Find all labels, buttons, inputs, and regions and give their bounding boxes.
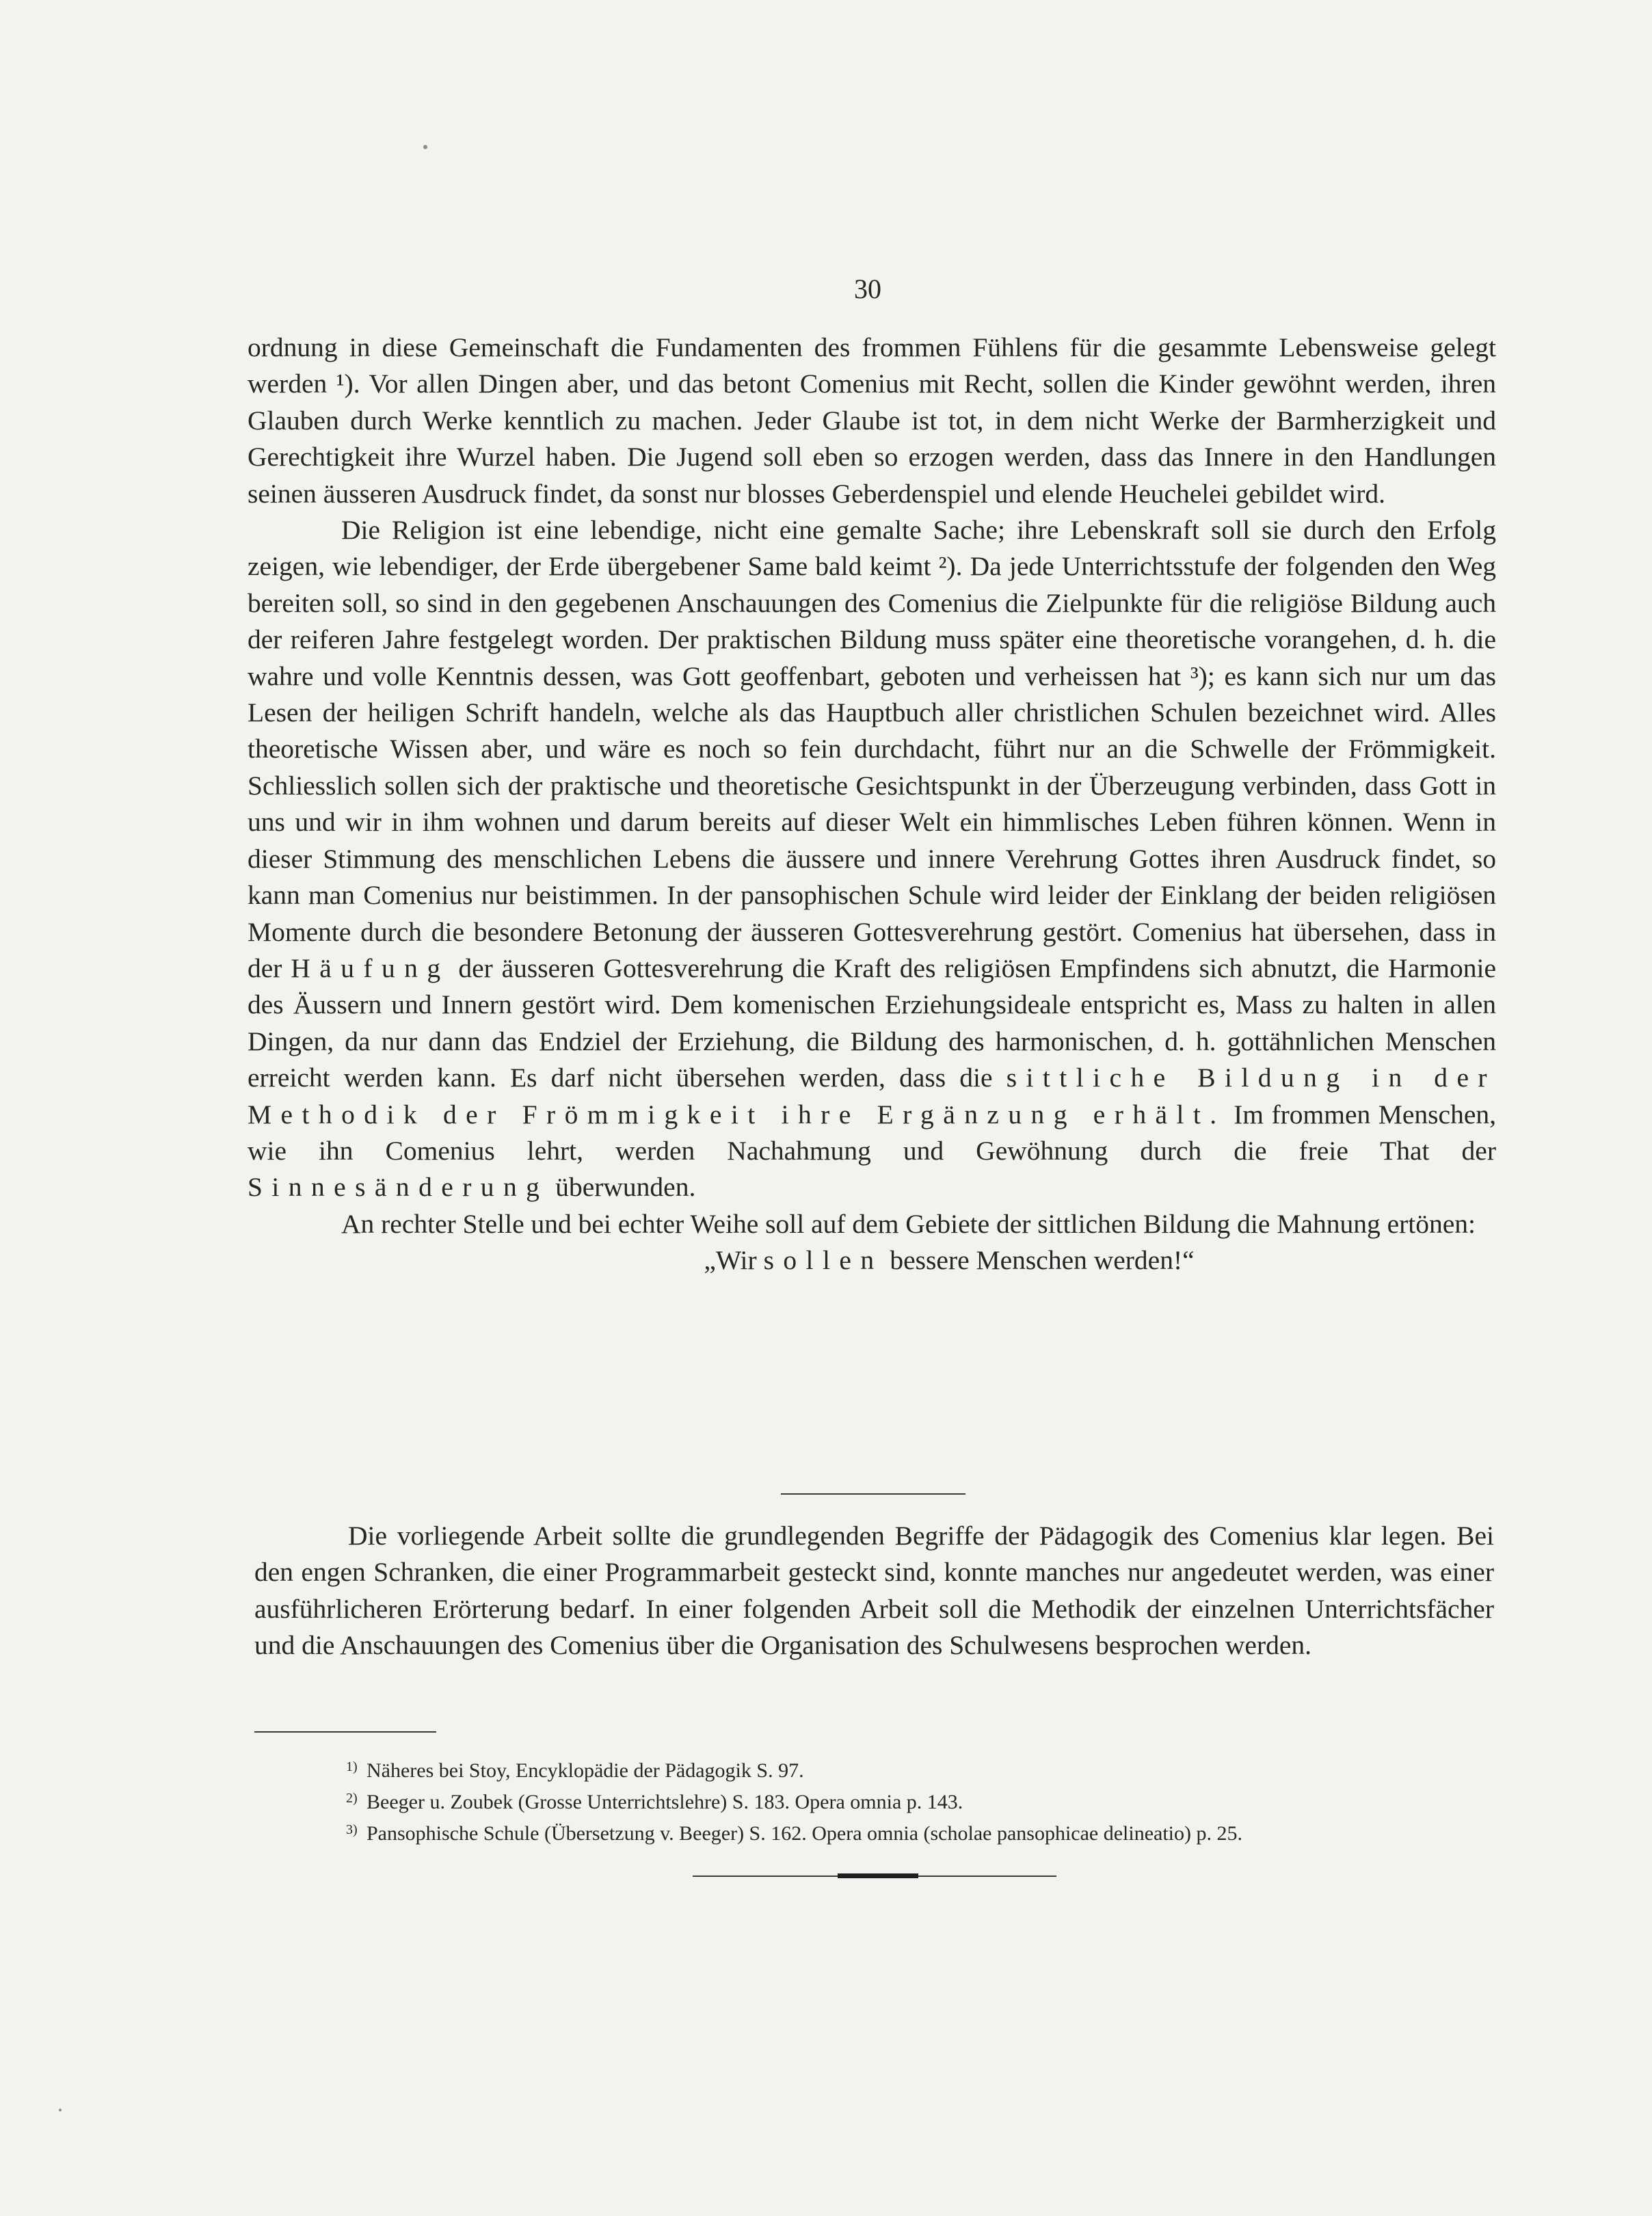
footnote-3-text: Pansophische Schule (Übersetzung v. Beeger) S. 162. Opera omnia (scholae pansophicae delineatio) p. 25.	[367, 1822, 1243, 1845]
paragraph-religion	[248, 512, 1496, 1206]
main-text	[248, 330, 1496, 1279]
emphasis-haeufung: Häufung	[291, 952, 450, 983]
exhortation-quote	[248, 1242, 1496, 1279]
paragraph-faith-and-works: ordnung in diese Gemeinschaft die Fundamenten des frommen Fühlens für die gesammte Lebensweise gelegt werden ¹). Vor allen Dingen aber, und das betont Comenius mit Recht, sollen die Kinder gewöhnt werden, ihren Glauben durch Werke kenntlich zu machen. Jeder Glaube ist tot, in dem nicht Werke der Barmherzigkeit und Gerechtigkeit ihre Wurzel haben. Die Jugend soll eben so erzogen werden, dass das Innere in den Handlungen seinen äusseren Ausdruck findet, da sonst nur blosses Geberdenspiel und elende Heuchelei gebildet wird.	[248, 332, 1496, 509]
closing-text	[254, 1518, 1494, 1664]
quote-part-a: „Wir	[704, 1245, 757, 1276]
page-number: 30	[854, 273, 881, 304]
footnotes	[346, 1753, 1522, 1847]
end-ornament	[693, 1873, 1056, 1879]
paper-speck	[423, 145, 427, 149]
footnote-2-text: Beeger u. Zoubek (Grosse Unterrichtslehre) S. 183. Opera omnia p. 143.	[367, 1791, 963, 1813]
paragraph-religion-part-d: überwunden.	[555, 1172, 696, 1203]
section-separator	[781, 1493, 965, 1495]
footnote-3	[346, 1816, 1522, 1847]
paragraph-closing: Die vorliegende Arbeit sollte die grundlegenden Begriffe der Pädagogik des Comenius klar legen. Bei den engen Schranken, die einer Programmarbeit gesteckt sind, konnte manches nur angedeutet werden, was einer ausführlicheren Erörterung bedarf. In einer folgenden Arbeit soll die Methodik der einzelnen Unterrichtsfächer und die Anschauungen des Comenius über die Organisation des Schulwesens besprochen werden.	[254, 1521, 1494, 1661]
end-ornament-bar	[838, 1873, 918, 1878]
footnote-1-text: Näheres bei Stoy, Encyklopädie der Pädagogik S. 97.	[367, 1759, 804, 1782]
footnote-2-mark: 2)	[346, 1791, 358, 1806]
paragraph-religion-part-c: Im frommen Menschen, wie ihn Comenius lehrt, werden Nachahmung und Gewöhnung durch die freie That der	[248, 1099, 1496, 1166]
footnote-3-mark: 3)	[346, 1822, 358, 1837]
footnote-1	[346, 1753, 1522, 1785]
emphasis-sinnesaenderung: Sinnesänderung	[248, 1172, 549, 1203]
footnote-rule	[254, 1731, 436, 1733]
paragraph-religion-part-a: Die Religion ist eine lebendige, nicht eine gemalte Sache; ihre Lebenskraft soll sie durch den Erfolg zeigen, wie lebendiger, der Erde übergebener Same bald keimt ²). Da jede Unterrichtsstufe der folgenden den Weg bereiten soll, so sind in den gegebenen Anschauungen des Comenius die Zielpunkte für die religiöse Bildung auch der reiferen Jahre festgelegt worden. Der praktischen Bildung muss später eine theoretische vorangehen, d. h. die wahre und volle Kenntnis dessen, was Gott geoffenbart, geboten und verheissen hat ³); es kann sich nur um das Lesen der heiligen Schrift handeln, welche als das Hauptbuch aller christlichen Schulen bezeichnet wird. Alles theoretische Wissen aber, und wäre es noch so fein durchdacht, führt nur an die Schwelle der Frömmigkeit. Schliesslich sollen sich der praktische und theoretische Gesichtspunkt in der Überzeugung verbinden, dass Gott in uns und wir in ihm wohnen und darum bereits auf dieser Welt ein himmlisches Leben führen können. Wenn in dieser Stimmung des menschlichen Lebens die äussere und innere Verehrung Gottes ihren Ausdruck findet, so kann man Comenius nur beistimmen. In der pansophischen Schule wird leider der Einklang der beiden religiösen Momente durch die besondere Betonung der äusseren Gottesverehrung gestört. Comenius hat übersehen, dass in der	[248, 515, 1496, 983]
paragraph-mahnung: An rechter Stelle und bei echter Weihe soll auf dem Gebiete der sittlichen Bildung die Mahnung ertönen:	[341, 1208, 1476, 1239]
paper-speck	[59, 2109, 62, 2111]
paragraph-religion-part-b: der äusseren Gottesverehrung die Kraft des religiösen Empfindens sich abnutzt, die Harmonie des Äussern und Innern gestört wird. Dem komenischen Erziehungsideale entspricht es, Mass zu halten in allen Dingen, da nur dann das Endziel der Erziehung, die Bildung des harmonischen, d. h. gottähnlichen Menschen erreicht werden kann. Es darf nicht übersehen werden, dass die	[248, 952, 1497, 1093]
emphasis-sollen: sollen	[763, 1245, 883, 1276]
emphasis-sittliche-bildung: sittliche Bildung in der Methodik der Frömmigkeit ihre Ergänzung erhält.	[248, 1063, 1496, 1130]
footnote-1-mark: 1)	[346, 1759, 358, 1774]
quote-part-b: bessere Menschen werden!“	[890, 1245, 1195, 1276]
footnote-2	[346, 1785, 1522, 1816]
